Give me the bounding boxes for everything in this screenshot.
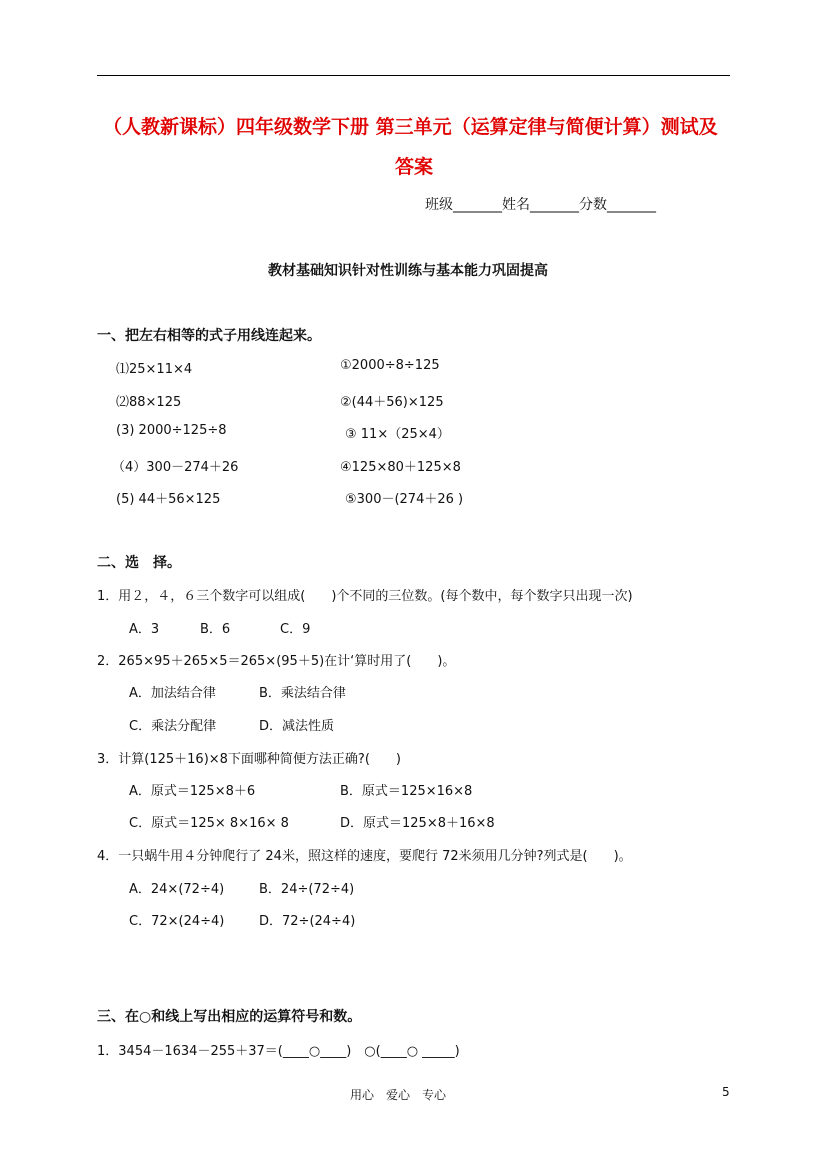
section1-heading: 一、把左右相等的式子用线连起来。 bbox=[97, 328, 321, 344]
option-b: B．乘法结合律 bbox=[259, 686, 346, 701]
question-1: 1．3454－1634－255＋37＝(____○____) ○(____○ _____) bbox=[97, 1044, 460, 1059]
option-b: B．原式＝125×16×8 bbox=[340, 784, 473, 799]
question-4: 4．一只蜗牛用４分钟爬行了 24米，照这样的速度，要爬行 72米须用几分钟?列式是( )。 bbox=[97, 849, 632, 864]
question-1: 1．用２，４，６三个数字可以组成( )个不同的三位数。(每个数中，每个数字只出现一次) bbox=[97, 589, 633, 604]
option-b: B．6 bbox=[200, 622, 231, 637]
question-3: 3．计算(125＋16)×8下面哪种简便方法正确?( ) bbox=[97, 752, 401, 767]
match-right-item: ①2000÷8÷125 bbox=[340, 358, 440, 373]
section3-heading: 三、在○和线上写出相应的运算符号和数。 bbox=[97, 1009, 362, 1025]
match-left-item: ⑴25×11×4 bbox=[116, 362, 193, 377]
option-c: C．乘法分配律 bbox=[129, 719, 217, 734]
match-right-item: ②(44＋56)×125 bbox=[340, 395, 444, 410]
match-right-item: ③ 11×（25×4） bbox=[345, 427, 450, 442]
option-a: A．原式＝125×8＋6 bbox=[129, 784, 256, 799]
footer-motto: 用心 爱心 专心 bbox=[350, 1088, 447, 1102]
option-a: A．24×(72÷4) bbox=[129, 882, 225, 897]
section-subtitle: 教材基础知识针对性训练与基本能力巩固提高 bbox=[268, 263, 548, 279]
match-left-item: (5) 44＋56×125 bbox=[116, 492, 221, 507]
option-c: C．72×(24÷4) bbox=[129, 914, 225, 929]
match-right-item: ⑤300－(274＋26 ) bbox=[345, 492, 464, 507]
option-d: D．原式＝125×8＋16×8 bbox=[340, 816, 495, 831]
match-left-item: （4）300－274＋26 bbox=[112, 460, 239, 475]
option-a: A．3 bbox=[129, 622, 160, 637]
page-number: 5 bbox=[722, 1085, 730, 1099]
option-d: D．72÷(24÷4) bbox=[259, 914, 356, 929]
match-left-item: ⑵88×125 bbox=[116, 395, 182, 410]
section2-heading: 二、选 择。 bbox=[97, 555, 181, 571]
option-b: B．24÷(72÷4) bbox=[259, 882, 355, 897]
match-left-item: (3) 2000÷125÷8 bbox=[116, 423, 227, 438]
option-d: D．减法性质 bbox=[259, 719, 335, 734]
document-title-line1: （人教新课标）四年级数学下册 第三单元（运算定律与简便计算）测试及 bbox=[103, 116, 718, 138]
option-c: C．原式＝125× 8×16× 8 bbox=[129, 816, 289, 831]
option-a: A．加法结合律 bbox=[129, 686, 216, 701]
question-2: 2．265×95＋265×5＝265×(95＋5)在计‘算时用了( )。 bbox=[97, 654, 456, 669]
document-title-line2: 答案 bbox=[395, 156, 434, 178]
match-right-item: ④125×80＋125×8 bbox=[340, 460, 461, 475]
student-info-line: 班级_______姓名_______分数_______ bbox=[425, 197, 656, 213]
option-c: C．9 bbox=[280, 622, 311, 637]
header-rule bbox=[97, 75, 730, 76]
